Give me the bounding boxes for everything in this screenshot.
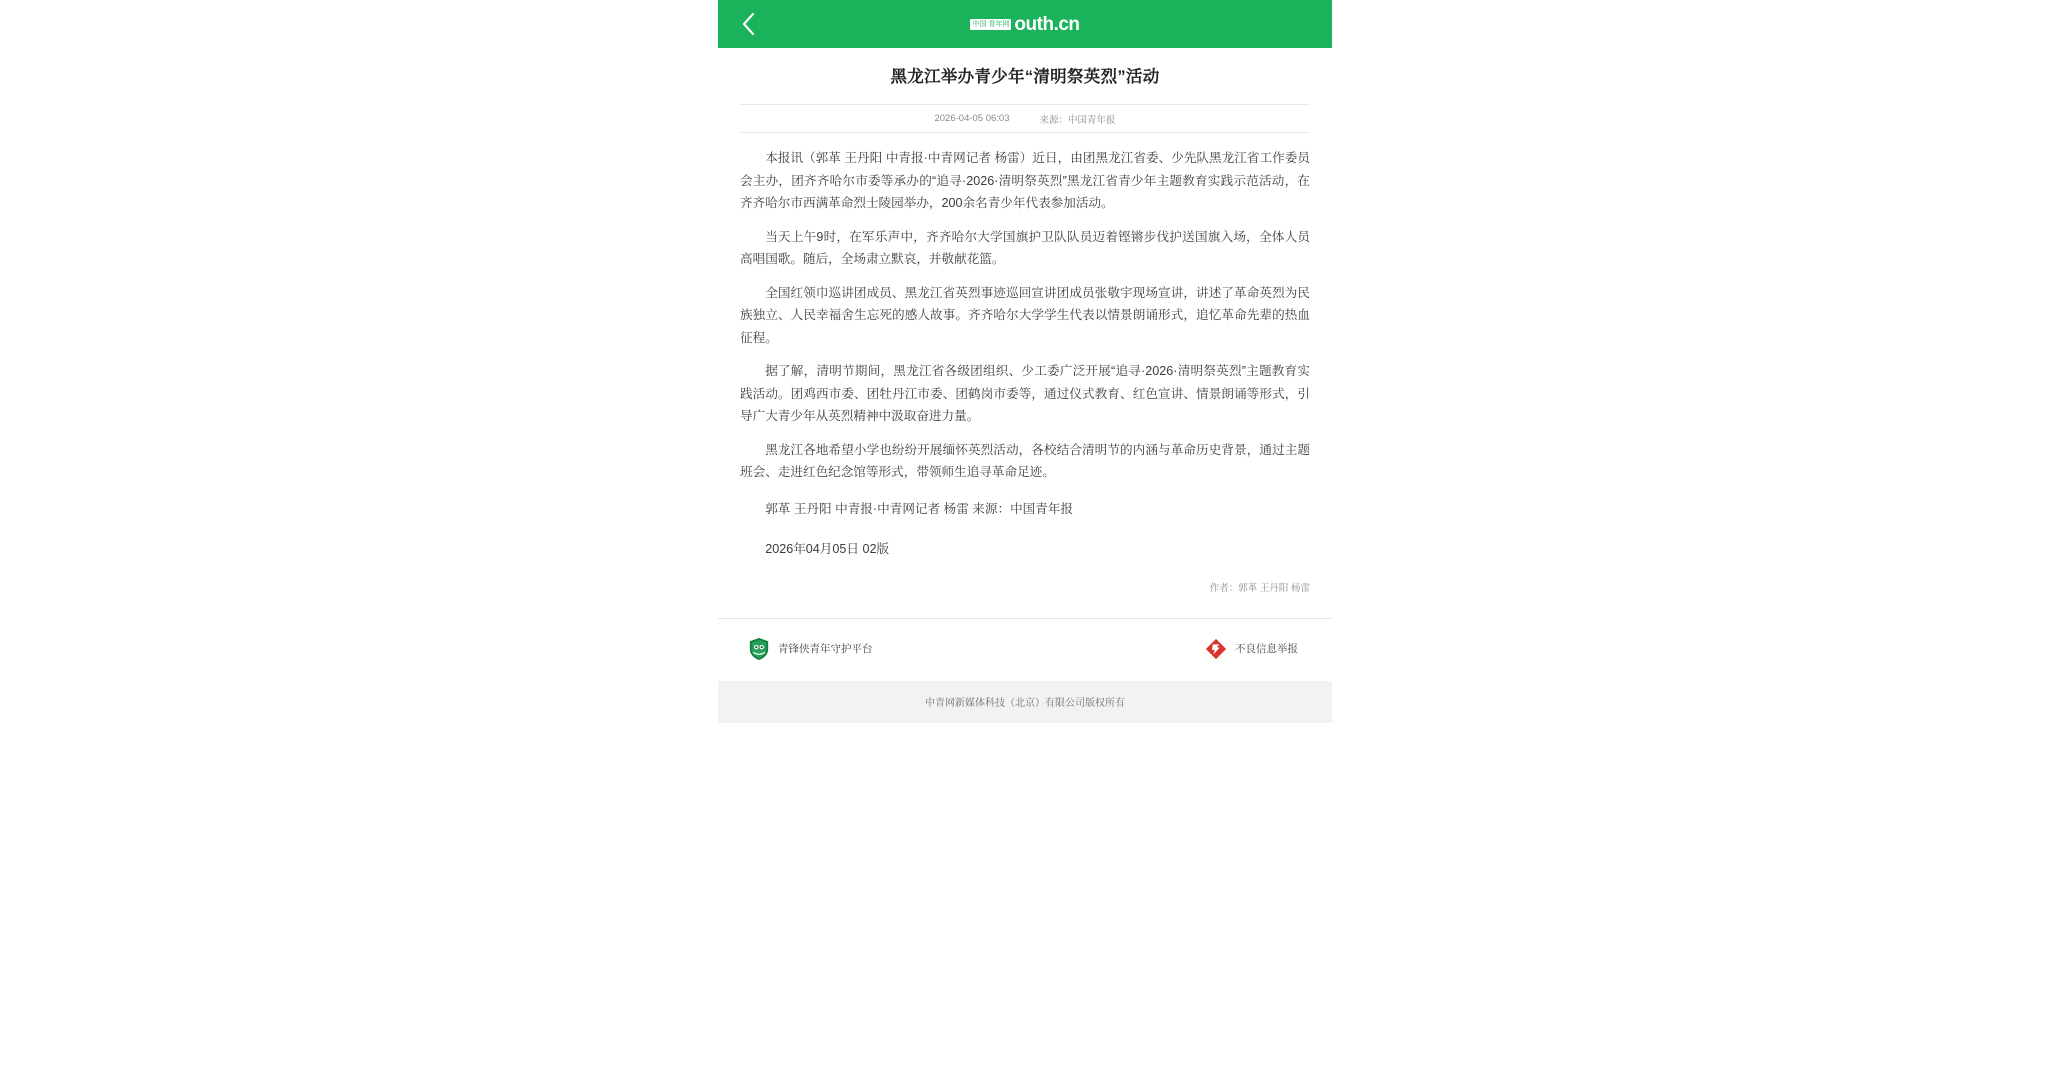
article-body xyxy=(718,133,1332,560)
guardian-platform-badge[interactable] xyxy=(748,637,873,661)
article-meta xyxy=(740,104,1310,133)
author-credit: 作者：郭革 王丹阳 杨雷 xyxy=(1209,582,1310,594)
article-issue: 2026年04月05日 02版 xyxy=(765,541,890,556)
footer-badges xyxy=(718,619,1332,681)
article-source: 来源：中国青年报 xyxy=(1039,114,1116,126)
article-column xyxy=(718,0,1332,723)
paragraph: 当天上午9时，在军乐声中，齐齐哈尔大学国旗护卫队队员迈着铿锵步伐护送国旗入场，全体人员高唱国歌。随后，全场肃立默哀，并敬献花篮。 xyxy=(740,229,1310,266)
copyright-bar xyxy=(718,681,1332,723)
paragraph: 黑龙江各地希望小学也纷纷开展缅怀英烈活动，各校结合清明节的内涵与革命历史背景，通过主题班会、走进红色纪念馆等形式，带领师生追寻革命足迹。 xyxy=(740,442,1310,479)
chevron-left-icon xyxy=(741,11,757,37)
paragraph: 本报讯（郭革 王丹阳 中青报·中青网记者 杨雷）近日，由团黑龙江省委、少先队黑龙江省工作委员会主办，团齐齐哈尔市委等承办的“追寻·2026·清明祭英烈”黑龙江省青少年主题教育实践示范活动，在齐齐哈尔市西满革命烈士陵园举办，200余名青少年代表参加活动。 xyxy=(740,151,1310,210)
publish-datetime: 2026-04-05 06:03 xyxy=(934,113,1010,124)
guardian-platform-label: 青锋侠青年守护平台 xyxy=(778,643,873,655)
top-navigation-bar xyxy=(718,0,1332,48)
report-badge[interactable] xyxy=(1205,638,1298,660)
paragraph: 全国红领巾巡讲团成员、黑龙江省英烈事迹巡回宣讲团成员张敬宇现场宣讲，讲述了革命英烈为民族独立、人民幸福舍生忘死的感人故事。齐齐哈尔大学学生代表以情景朗诵形式，追忆革命先辈的热血征程。 xyxy=(740,285,1310,345)
copyright-text: 中青网新媒体科技（北京）有限公司版权所有 xyxy=(925,698,1125,709)
logo-badge-text: 中国 青年网 xyxy=(972,20,1010,28)
report-label: 不良信息举报 xyxy=(1235,643,1298,655)
page-title: 黑龙江举办青少年“清明祭英烈”活动 xyxy=(890,68,1160,86)
shield-guardian-icon xyxy=(748,637,770,661)
paragraph: 据了解，清明节期间，黑龙江省各级团组织、少工委广泛开展“追寻·2026·清明祭英烈”主题教育实践活动。团鸡西市委、团牡丹江市委、团鹤岗市委等，通过仪式教育、红色宣讲、情景朗诵等形式，引导广大青少年从英烈精神中汲取奋进力量。 xyxy=(740,364,1310,423)
article-signature: 郭革 王丹阳 中青报·中青网记者 杨雷 来源：中国青年报 xyxy=(765,501,1074,516)
back-button[interactable] xyxy=(732,0,766,48)
site-logo[interactable] xyxy=(970,0,1079,48)
report-flag-icon xyxy=(1205,638,1227,660)
logo-wordmark: outh.cn xyxy=(1014,14,1080,35)
